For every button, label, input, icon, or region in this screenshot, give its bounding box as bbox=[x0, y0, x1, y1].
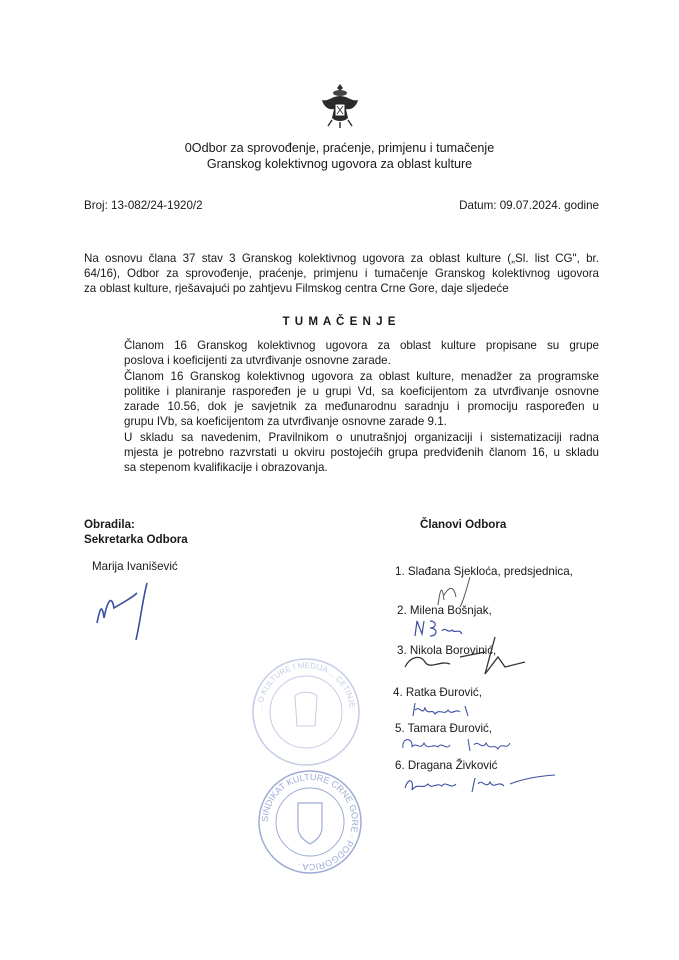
heading-tumacenje: T U M A Č E N J E bbox=[282, 315, 397, 328]
member-3: 3. Nikola Borovinić, bbox=[397, 644, 497, 657]
intro-line: Na osnovu člana 37 stav 3 Granskog kolektivnog ugovora za oblast kulture („Sl. list CG", br. bbox=[84, 252, 599, 265]
body-line: U skladu sa navedenim, Pravilnikom o unutrašnjoj organizaciji i sistematizaciji radna bbox=[124, 430, 599, 444]
ministry-stamp bbox=[250, 656, 362, 768]
member-4: 4. Ratka Đurović, bbox=[393, 686, 482, 699]
member-5: 5. Tamara Đurović, bbox=[395, 722, 493, 735]
body-line: politike i planiranje raspoređen je u grupi Vd, sa koeficijentom za utvrđivanje osnovne bbox=[124, 384, 599, 398]
body-line: zarade 10.56, dok je savjetnik za međunarodnu saradnju i promociju raspoređen u bbox=[124, 400, 599, 414]
secretary-label: Sekretarka Odbora bbox=[84, 533, 188, 546]
body-line: grupu IVb, sa koeficijentom za utvrđivanje osnovne zarade 9.1. bbox=[124, 415, 447, 429]
svg-text:SINDIKAT KULTURE CRNE GORE · P bbox=[260, 772, 360, 872]
secretary-name: Marija Ivanišević bbox=[92, 560, 178, 573]
committee-title-line-2: Granskog kolektivnog ugovora za oblast kulture bbox=[206, 157, 473, 171]
member-6: 6. Dragana Živković bbox=[395, 759, 498, 772]
stamp-1-text: ... O KULTURE I MEDIJA ... CETINJE bbox=[254, 660, 357, 713]
prepared-by-label: Obradila: bbox=[84, 518, 135, 531]
signature-6 bbox=[400, 770, 560, 800]
intro-line: 64/16), Odbor za sprovođenje, praćenje, primjenu i tumačenje Granskog kolektivnog ugovora bbox=[84, 267, 599, 280]
intro-paragraph bbox=[84, 251, 599, 296]
interpretation-body bbox=[124, 338, 599, 476]
signature-3 bbox=[400, 632, 530, 677]
body-line: Članom 16 Granskog kolektivnog ugovora za oblast kulture propisane su grupe bbox=[124, 339, 599, 352]
stamp-2-text: SINDIKAT KULTURE CRNE GORE · PODGORICA · bbox=[259, 771, 361, 873]
secretary-signature bbox=[92, 578, 172, 644]
document-date: Datum: 09.07.2024. godine bbox=[459, 199, 599, 212]
intro-line: za oblast kulture, rješavajući po zahtjevu Filmskog centra Crne Gore, daje sljedeće bbox=[84, 282, 509, 295]
member-1: 1. Slađana Sjekloća, predsjednica, bbox=[395, 565, 573, 578]
signature-5 bbox=[398, 733, 528, 758]
committee-title-line-1: 0Odbor za sprovođenje, praćenje, primjenu i tumačenje bbox=[184, 141, 495, 155]
coat-of-arms-emblem bbox=[318, 82, 362, 130]
body-line: mjesta je potrebno razvrstati u okviru postojećih grupa predviđenih članom 16, u skladu bbox=[124, 446, 599, 460]
members-heading: Članovi Odbora bbox=[420, 518, 507, 531]
signature-1 bbox=[430, 575, 490, 610]
body-line: Članom 16 Granskog kolektivnog ugovora za oblast kulture, menadžer za programske bbox=[124, 369, 599, 383]
document-number: Broj: 13-082/24-1920/2 bbox=[84, 199, 203, 212]
member-2: 2. Milena Bošnjak, bbox=[397, 604, 492, 617]
body-line: sa stepenom kvalifikacije i obrazovanja. bbox=[124, 461, 328, 475]
union-stamp bbox=[256, 768, 364, 876]
signature-4 bbox=[410, 700, 480, 720]
body-line: poslova i koeficijenti za utvrđivanje osnovne zarade. bbox=[124, 354, 391, 368]
